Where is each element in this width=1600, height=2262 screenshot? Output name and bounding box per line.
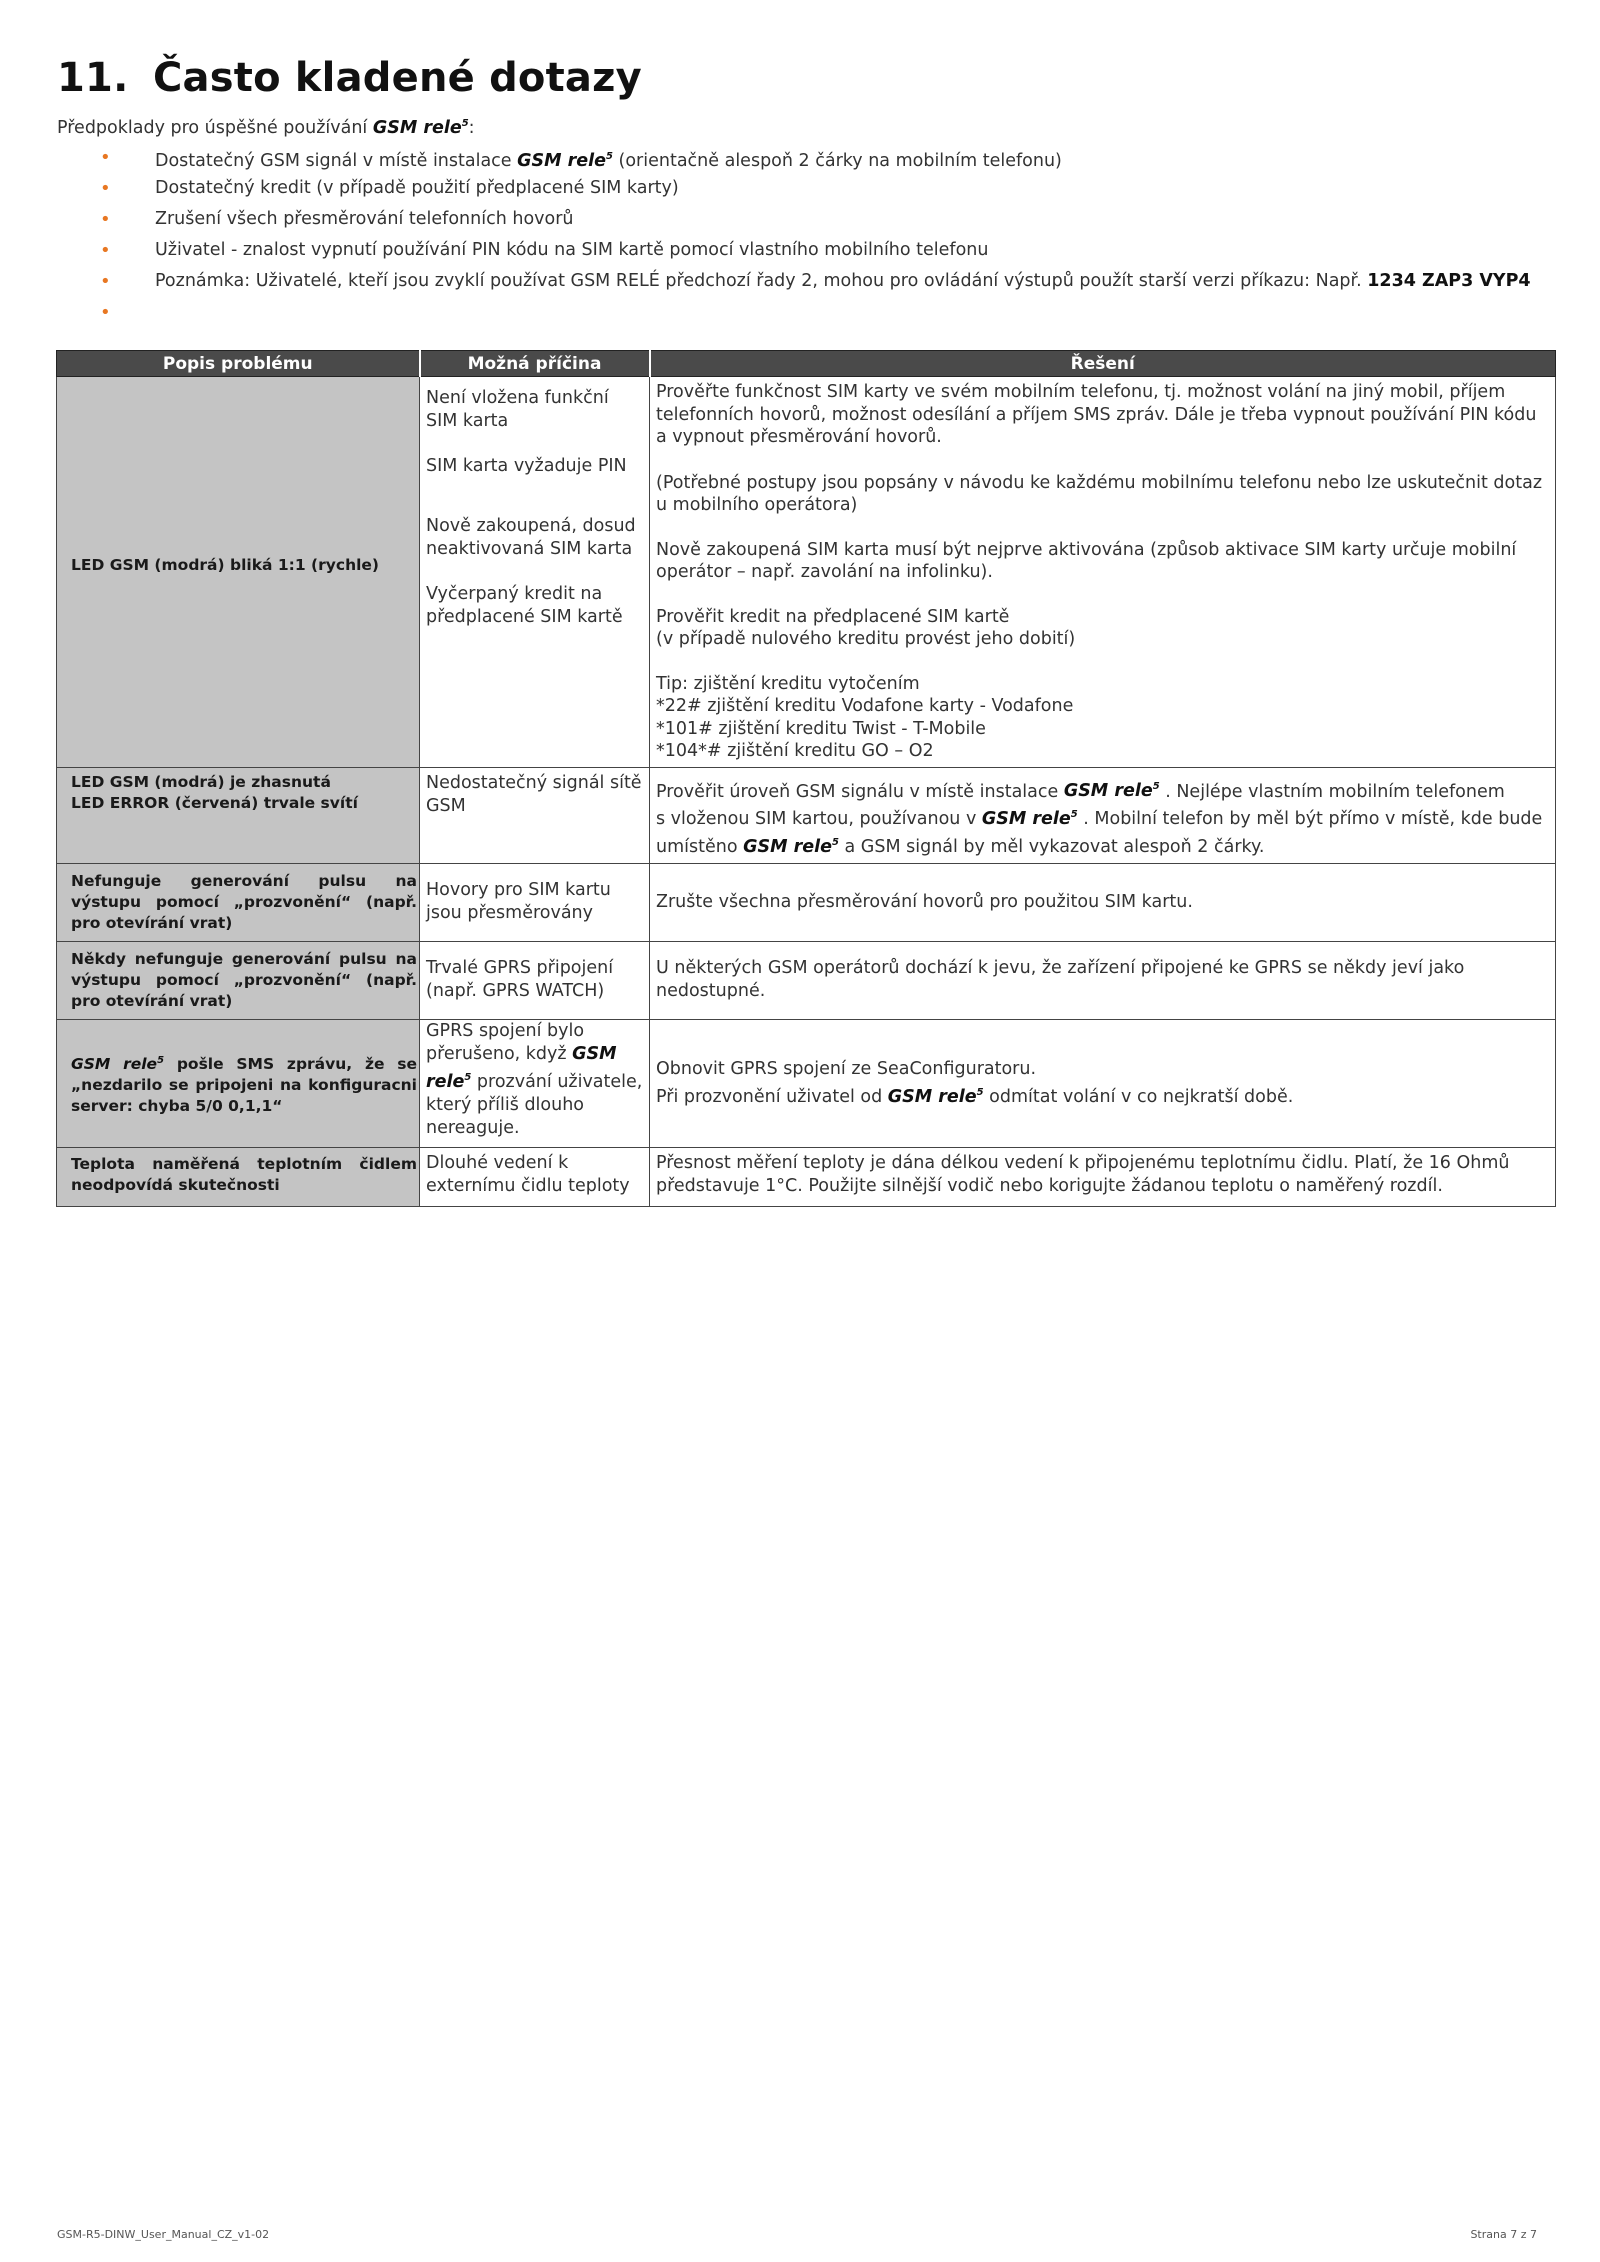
solution-cell: U některých GSM operátorů dochází k jevu, že zařízení připojené ke GPRS se někdy jeví jako nedostupné. bbox=[650, 941, 1556, 1019]
cause-cell: Nedostatečný signál sítě GSM bbox=[420, 767, 650, 863]
cause-cell: GPRS spojení bylo přerušeno, když GSM rele$^5$ prozvání uživatele, který příliš dlouho nereaguje. bbox=[420, 1019, 650, 1147]
table-row bbox=[57, 377, 1556, 768]
table-row bbox=[57, 1147, 1556, 1206]
list-item: • Dostatečný kredit (v případě použití předplacené SIM karty) bbox=[100, 178, 679, 199]
problem-cell: LED GSM (modrá) bliká 1:1 (rychle) bbox=[57, 377, 420, 768]
section-title: Často kladené dotazy bbox=[153, 55, 642, 101]
cause-cell: Není vložena funkční SIM karta SIM karta vyžaduje PIN Nově zakoupená, dosud neaktivovaná SIM karta Vyčerpaný kredit na předplacené SIM kartě bbox=[420, 377, 650, 768]
bullet-icon: • bbox=[100, 271, 111, 292]
problem-cell: GSM rele$^5$ pošle SMS zprávu, že se „nezdarilo se pripojeni na konfiguracni server: chyba 5/0 0,1,1“ bbox=[57, 1019, 420, 1147]
bullet-icon: • bbox=[100, 209, 111, 230]
problem-cell: Někdy nefunguje generování pulsu na výstupu pomocí „prozvonění“ (např. pro otevírání vrat) bbox=[57, 941, 420, 1019]
list-item: • Zrušení všech přesměrování telefonních hovorů bbox=[100, 209, 574, 230]
bullet-icon: • bbox=[100, 147, 111, 168]
list-item: • Dostatečný GSM signál v místě instalace GSM rele$^5$ (orientačně alespoň 2 čárky na mobilním telefonu) bbox=[100, 147, 1062, 171]
footer-document-id: GSM-R5-DINW_User_Manual_CZ_v1-02 bbox=[57, 2228, 270, 2241]
gsm-rele-name: GSM rele$^5$ bbox=[426, 1043, 617, 1092]
page-title bbox=[57, 55, 642, 101]
list-item: • Poznámka: Uživatelé, kteří jsou zvyklí používat GSM RELÉ předchozí řady 2, mohou pro ovládání výstupů použít starší verzi příkazu: Např. 1234 ZAP3 VYP4 bbox=[100, 271, 1531, 292]
gsm-rele-name: GSM rele$^5$ bbox=[743, 836, 839, 857]
problem-cell: Nefunguje generování pulsu na výstupu pomocí „prozvonění“ (např. pro otevírání vrat) bbox=[57, 863, 420, 941]
cause-cell: Dlouhé vedení k externímu čidlu teploty bbox=[420, 1147, 650, 1206]
column-header: Popis problému bbox=[57, 351, 420, 377]
solution-cell: Přesnost měření teploty je dána délkou vedení k připojenému teplotnímu čidlu. Platí, že 16 Ohmů představuje 1°C. Použijte silnější vodič nebo korigujte žádanou teplotu o naměřený rozdíl. bbox=[650, 1147, 1556, 1206]
table-row bbox=[57, 863, 1556, 941]
gsm-rele-name: GSM rele$^5$ bbox=[1063, 781, 1160, 802]
gsm-rele-name: GSM rele$^5$ bbox=[517, 150, 613, 171]
table-row bbox=[57, 767, 1556, 863]
solution-cell: Zrušte všechna přesměrování hovorů pro použitou SIM kartu. bbox=[650, 863, 1556, 941]
gsm-rele-name: GSM rele$^5$ bbox=[372, 118, 469, 138]
footer-page-number: Strana 7 z 7 bbox=[1470, 2228, 1537, 2241]
intro-text: Předpoklady pro úspěšné používání GSM rele$^5$: bbox=[57, 118, 475, 138]
section-number: 11. bbox=[57, 55, 129, 101]
column-header: Možná příčina bbox=[420, 351, 650, 377]
problem-cell: Teplota naměřená teplotním čidlem neodpovídá skutečnosti bbox=[57, 1147, 420, 1206]
solution-cell: Prověřte funkčnost SIM karty ve svém mobilním telefonu, tj. možnost volání na jiný mobil, příjem telefonních hovorů, možnost odesílání a příjem SMS zpráv. Dále je třeba vypnout používání PIN kódu a vypnout přesměrování hovorů. (Potřebné postupy jsou popsány v návodu ke každému mobilnímu telefonu nebo lze uskutečnit dotaz u mobilního operátora) Nově zakoupená SIM karta musí být nejprve aktivována (způsob aktivace SIM karty určuje mobilní operátor – např. zavolání na infolinku). Prověřit kredit na předplacené SIM kartě (v případě nulového kreditu provést jeho dobití) Tip: zjištění kreditu vytočením *22# zjištění kreditu Vodafone karty - Vodafone *101# zjištění kreditu Twist - T-Mobile *104*# zjištění kreditu GO – O2 bbox=[650, 377, 1556, 768]
gsm-rele-name: GSM rele$^5$ bbox=[887, 1086, 984, 1107]
bullet-icon: • bbox=[100, 240, 111, 261]
bullet-icon: • bbox=[100, 178, 111, 199]
list-item: • Uživatel - znalost vypnutí používání PIN kódu na SIM kartě pomocí vlastního mobilního telefonu bbox=[100, 240, 989, 261]
cause-cell: Trvalé GPRS připojení (např. GPRS WATCH) bbox=[420, 941, 650, 1019]
table-row bbox=[57, 1019, 1556, 1147]
gsm-rele-name: GSM rele$^5$ bbox=[981, 809, 1078, 830]
cause-cell: Hovory pro SIM kartu jsou přesměrovány bbox=[420, 863, 650, 941]
table-header-row bbox=[57, 351, 1556, 377]
table-row bbox=[57, 941, 1556, 1019]
prerequisites-list bbox=[100, 146, 1531, 332]
bullet-icon: • bbox=[100, 302, 111, 323]
solution-cell: Prověřit úroveň GSM signálu v místě instalace GSM rele$^5$ . Nejlépe vlastním mobilním telefonem s vloženou SIM kartou, používanou v GSM rele$^5$ . Mobilní telefon by měl být přímo v místě, kde bude umístěno GSM rele$^5$ a GSM signál by měl vykazovat alespoň 2 čárky. bbox=[650, 767, 1556, 863]
faq-table bbox=[56, 350, 1556, 1207]
problem-cell: LED GSM (modrá) je zhasnutá LED ERROR (červená) trvale svítí bbox=[57, 767, 420, 863]
gsm-rele-name: GSM rele$^5$ bbox=[71, 1054, 165, 1074]
solution-cell: Obnovit GPRS spojení ze SeaConfiguratoru. Při prozvonění uživatel od GSM rele$^5$ odmítat volání v co nejkratší době. bbox=[650, 1019, 1556, 1147]
column-header: Řešení bbox=[650, 351, 1556, 377]
list-item bbox=[100, 301, 1531, 332]
